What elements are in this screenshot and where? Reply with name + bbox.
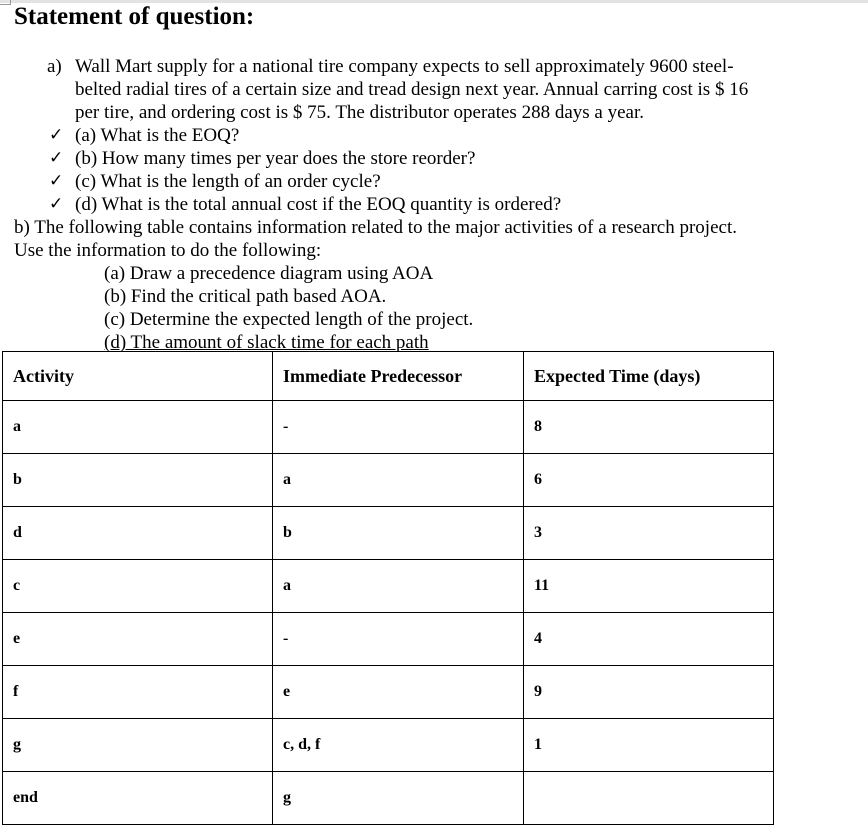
- part-a-question-b: (b) How many times per year does the store reorder?: [75, 148, 476, 169]
- cell-activity: a: [3, 401, 273, 454]
- activity-table: [2, 351, 774, 825]
- cell-activity: g: [3, 719, 273, 772]
- header-activity: Activity: [3, 352, 273, 401]
- part-a-question-a: (a) What is the EOQ?: [75, 125, 240, 146]
- part-b-task-c: (c) Determine the expected length of the project.: [104, 309, 474, 330]
- part-b-line-2: Use the information to do the following:: [14, 240, 322, 261]
- cell-activity: d: [3, 507, 273, 560]
- table-row: [3, 772, 774, 825]
- part-b-task-b: (b) Find the critical path based AOA.: [104, 286, 387, 307]
- cell-time: 4: [524, 613, 774, 666]
- cell-time: 9: [524, 666, 774, 719]
- part-a-question-d: (d) What is the total annual cost if the EOQ quantity is ordered?: [75, 194, 562, 215]
- cell-activity: end: [3, 772, 273, 825]
- cell-time: 8: [524, 401, 774, 454]
- cell-predecessor: a: [273, 560, 524, 613]
- table-row: [3, 401, 774, 454]
- cell-activity: f: [3, 666, 273, 719]
- part-a-line-1: Wall Mart supply for a national tire company expects to sell approximately 9600 steel-: [75, 56, 734, 77]
- part-b-line-1: b) The following table contains information related to the major activities of a research project.: [14, 217, 737, 238]
- table-row: [3, 613, 774, 666]
- table-row: [3, 507, 774, 560]
- cell-predecessor: e: [273, 666, 524, 719]
- part-b-task-a: (a) Draw a precedence diagram using AOA: [104, 263, 434, 284]
- part-a-marker: a): [47, 56, 62, 77]
- header-expected-time: Expected Time (days): [524, 352, 774, 401]
- cell-time: 11: [524, 560, 774, 613]
- check-icon: ✓: [49, 171, 64, 191]
- cell-time: 6: [524, 454, 774, 507]
- part-b-task-d: (d) The amount of slack time for each path: [104, 332, 429, 353]
- table-row: [3, 454, 774, 507]
- table-row: [3, 719, 774, 772]
- cell-predecessor: -: [273, 613, 524, 666]
- cell-activity: b: [3, 454, 273, 507]
- check-icon: ✓: [49, 125, 64, 145]
- cell-predecessor: c, d, f: [273, 719, 524, 772]
- corner-marker: [0, 0, 11, 5]
- table-header-row: [3, 352, 774, 401]
- header-immediate-predecessor: Immediate Predecessor: [273, 352, 524, 401]
- check-icon: ✓: [49, 194, 64, 214]
- cell-time: 1: [524, 719, 774, 772]
- part-a-line-3: per tire, and ordering cost is $ 75. The distributor operates 288 days a year.: [75, 102, 644, 123]
- cell-activity: e: [3, 613, 273, 666]
- page-title: Statement of question:: [14, 3, 255, 30]
- cell-predecessor: -: [273, 401, 524, 454]
- check-icon: ✓: [49, 148, 64, 168]
- cell-predecessor: b: [273, 507, 524, 560]
- cell-activity: c: [3, 560, 273, 613]
- part-a-line-2: belted radial tires of a certain size and tread design next year. Annual carring cost is $ 16: [75, 79, 749, 100]
- table-row: [3, 560, 774, 613]
- cell-predecessor: g: [273, 772, 524, 825]
- cell-time: 3: [524, 507, 774, 560]
- table-row: [3, 666, 774, 719]
- part-a-question-c: (c) What is the length of an order cycle?: [75, 171, 381, 192]
- cell-time: [524, 772, 774, 825]
- cell-predecessor: a: [273, 454, 524, 507]
